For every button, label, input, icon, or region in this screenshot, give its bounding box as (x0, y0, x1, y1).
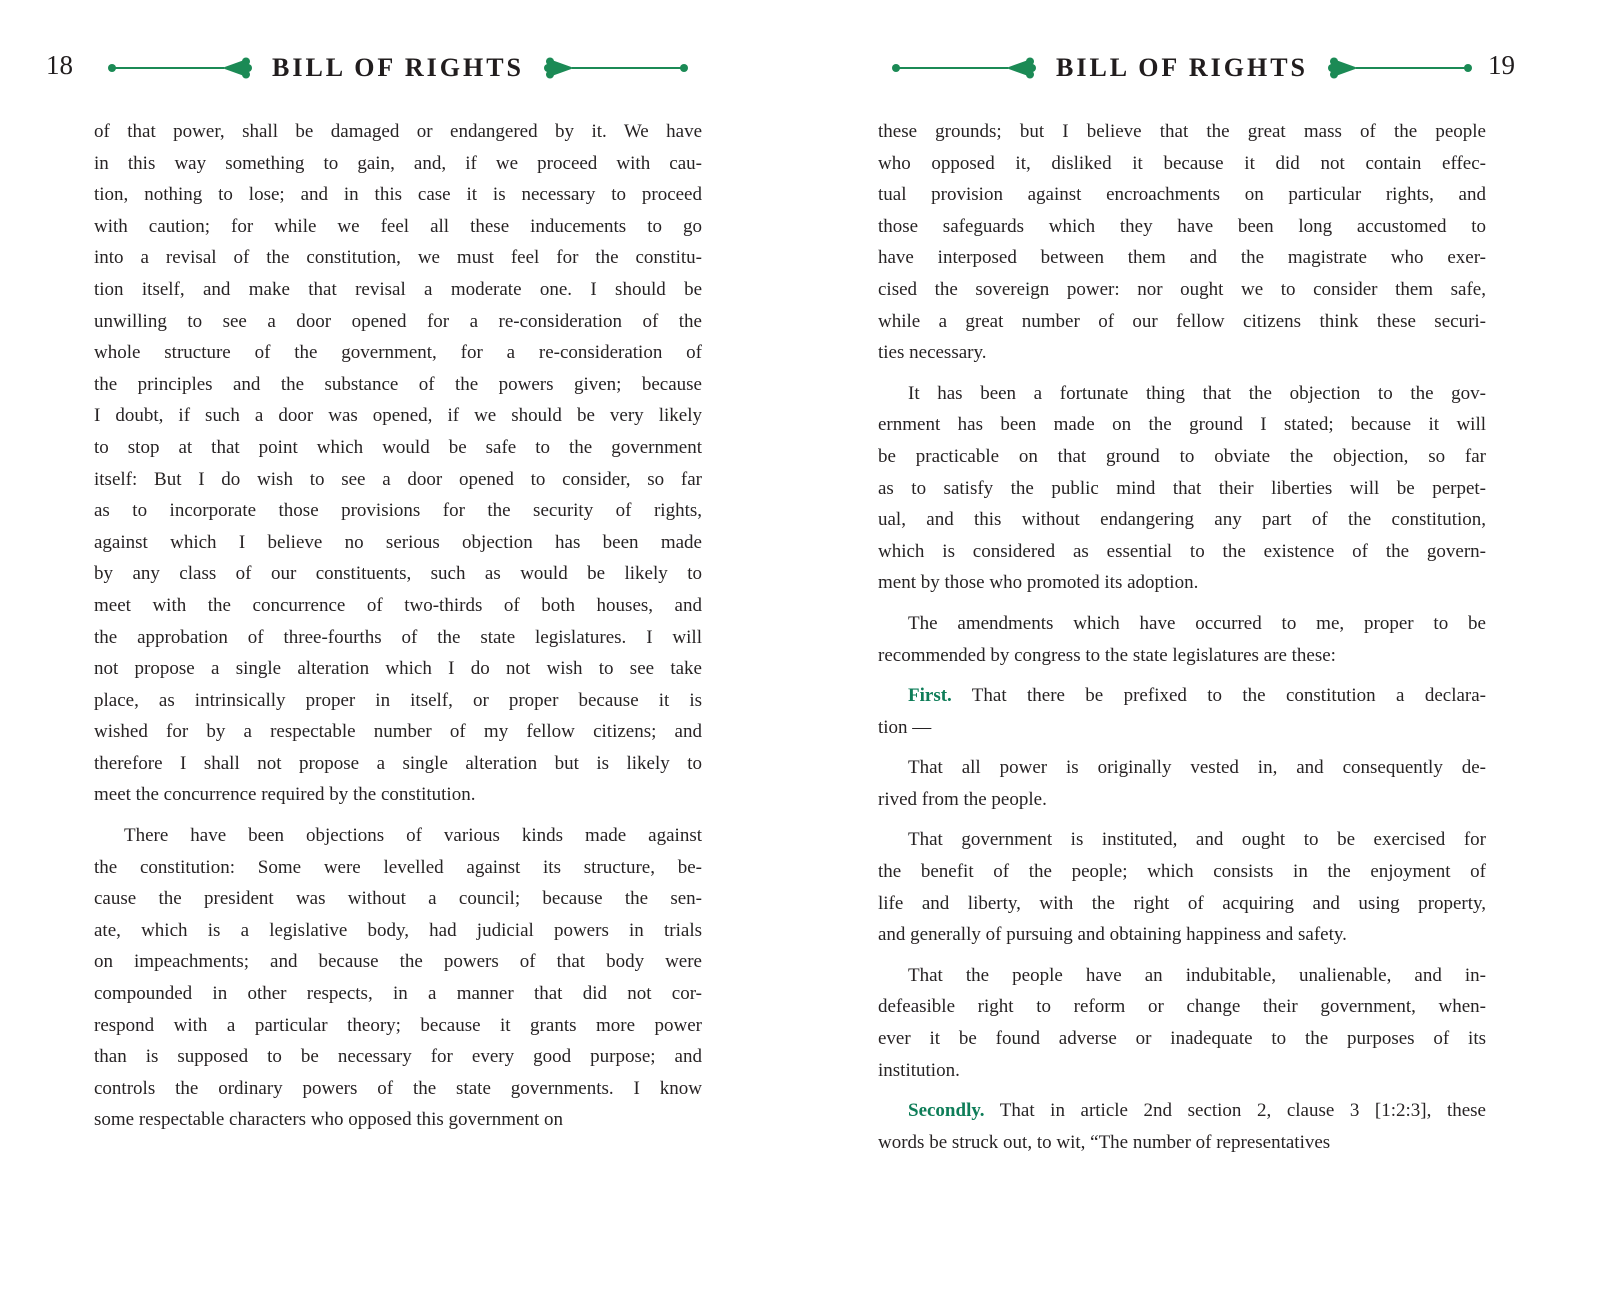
text-line: who opposed it, disliked it because it did not contain effec- (878, 152, 1486, 174)
text-line: ties necessary. (878, 342, 987, 364)
paragraph (878, 752, 1486, 815)
text-line: by any class of our constituents, such as would be likely to (94, 563, 702, 585)
header-rule-right (1326, 57, 1476, 79)
text-line: compounded in other respects, in a manner that did not cor- (94, 983, 702, 1005)
text-line: rived from the people. (878, 788, 1047, 810)
text-line: tion itself, and make that revisal a moderate one. I should be (94, 278, 702, 300)
text-line: recommended by congress to the state legislatures are these: (878, 644, 1336, 666)
text-line: the principles and the substance of the powers given; because (94, 373, 702, 395)
text-line: defeasible right to reform or change their government, when- (878, 996, 1486, 1018)
page-number-left: 18 (46, 50, 73, 80)
text-line: therefore I shall not propose a single alteration but is likely to (94, 752, 702, 774)
paragraph (94, 820, 702, 1136)
text-line: itself: But I do wish to see a door opened to consider, so far (94, 468, 702, 490)
text-line: the benefit of the people; which consists in the enjoyment of (878, 861, 1486, 883)
text-line: of that power, shall be damaged or endangered by it. We have (94, 121, 702, 142)
text-line: respond with a particular theory; because it grants more power (94, 1014, 702, 1036)
fleuron-icon (1006, 58, 1036, 79)
text-line: not propose a single alteration which I do not wish to see take (94, 658, 702, 680)
page-body (878, 116, 1486, 1158)
header-rule-left (888, 57, 1038, 79)
header-title: BILL OF RIGHTS (1056, 53, 1308, 82)
header-rule-left (104, 57, 254, 79)
fleuron-icon (544, 58, 574, 79)
text-line: cised the sovereign power: nor ought we to consider them safe, (878, 278, 1486, 300)
page-number-right: 19 (1488, 50, 1515, 80)
paragraph (878, 960, 1486, 1086)
paragraph (878, 378, 1486, 599)
text-line: as to satisfy the public mind that their liberties will be perpet- (878, 477, 1486, 499)
text-line: into a revisal of the constitution, we must feel for the constitu- (94, 247, 702, 269)
text-line: against which I believe no serious objection has been made (94, 531, 702, 553)
book-page-right (878, 46, 1486, 1158)
text-line: whole structure of the government, for a re-consideration of (94, 342, 702, 364)
text-line: cause the president was without a council; because the sen- (94, 888, 702, 910)
text-line: place, as intrinsically proper in itself, or proper because it is (94, 689, 702, 711)
text-line: Secondly. That in article 2nd section 2, clause 3 [1:2:3], these (908, 1100, 1486, 1122)
paragraph (878, 1095, 1486, 1158)
text-line: while a great number of our fellow citizens think these securi- (878, 310, 1486, 332)
text-line: controls the ordinary powers of the state governments. I know (94, 1077, 702, 1099)
text-line: tual provision against encroachments on particular rights, and (878, 184, 1486, 206)
text-line: as to incorporate those provisions for the security of rights, (94, 500, 702, 522)
text-line: meet the concurrence required by the constitution. (94, 784, 476, 806)
text-line: some respectable characters who opposed this government on (94, 1109, 564, 1131)
text-line: ate, which is a legislative body, had judicial powers in trials (94, 919, 702, 941)
text-line: those safeguards which they have been long accustomed to (878, 215, 1486, 237)
text-line: wished for by a respectable number of my fellow citizens; and (94, 721, 702, 743)
text-line: That the people have an indubitable, unalienable, and in- (908, 964, 1486, 986)
paragraph (878, 824, 1486, 950)
paragraph (878, 680, 1486, 743)
page-body (94, 116, 702, 1136)
text-line: There have been objections of various kinds made against (124, 825, 702, 847)
text-line: ernment has been made on the ground I stated; because it will (878, 414, 1486, 436)
text-line: tion, nothing to lose; and in this case it is necessary to proceed (94, 184, 702, 206)
text-line: in this way something to gain, and, if we proceed with cau- (94, 152, 702, 174)
text-line: institution. (878, 1059, 960, 1081)
text-line: ever it be found adverse or inadequate to the purposes of its (878, 1028, 1486, 1050)
fleuron-icon (1328, 58, 1358, 79)
text-line: the constitution: Some were levelled against its structure, be- (94, 856, 702, 878)
text-line: That all power is originally vested in, and consequently de- (908, 757, 1486, 779)
text-line: the approbation of three-fourths of the state legislatures. I will (94, 626, 702, 648)
text-line: unwilling to see a door opened for a re-consideration of the (94, 310, 702, 332)
running-header (878, 46, 1486, 90)
text-line: ment by those who promoted its adoption. (878, 572, 1199, 594)
paragraph (878, 116, 1486, 369)
header-title: BILL OF RIGHTS (272, 53, 524, 82)
text-line: on impeachments; and because the powers of that body were (94, 951, 702, 973)
text-line: meet with the concurrence of two-thirds of both houses, and (94, 594, 702, 616)
text-line: than is supposed to be necessary for every good purpose; and (94, 1046, 702, 1068)
text-line: tion — (878, 716, 932, 738)
amendment-lead-word: Secondly. (908, 1100, 985, 1122)
text-line: have interposed between them and the magistrate who exer- (878, 247, 1486, 269)
text-line: be practicable on that ground to obviate the objection, so far (878, 445, 1486, 467)
text-line: ual, and this without endangering any part of the constitution, (878, 509, 1486, 531)
fleuron-icon (222, 58, 252, 79)
paragraph (94, 116, 702, 811)
text-line: That government is instituted, and ought to be exercised for (908, 829, 1486, 851)
paragraph (878, 608, 1486, 671)
running-header (94, 46, 702, 90)
text-line: and generally of pursuing and obtaining happiness and safety. (878, 924, 1347, 946)
text-line: these grounds; but I believe that the great mass of the people (878, 121, 1486, 142)
book-page-left (94, 46, 702, 1136)
text-line: to stop at that point which would be safe to the government (94, 436, 702, 458)
text-line: life and liberty, with the right of acquiring and using property, (878, 892, 1486, 914)
amendment-lead-word: First. (908, 685, 952, 707)
text-line: The amendments which have occurred to me, proper to be (908, 612, 1486, 634)
text-line: with caution; for while we feel all these inducements to go (94, 215, 702, 237)
text-line: I doubt, if such a door was opened, if we should be very likely (94, 405, 702, 427)
header-rule-right (542, 57, 692, 79)
text-line: words be struck out, to wit, “The number of representatives (878, 1131, 1331, 1153)
text-line: which is considered as essential to the existence of the govern- (878, 540, 1486, 562)
text-line: First. That there be prefixed to the constitution a declara- (908, 685, 1486, 707)
text-line: It has been a fortunate thing that the objection to the gov- (908, 382, 1486, 404)
